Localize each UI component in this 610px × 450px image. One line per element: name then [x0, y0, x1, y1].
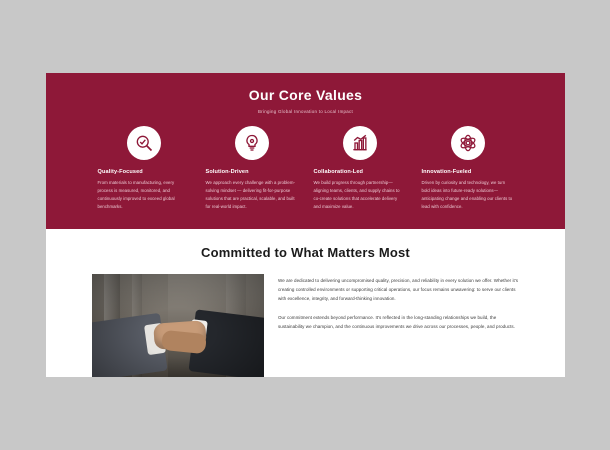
- value-description: We approach every challenge with a problem-solving mindset — delivering fit-for-purpose solutions that are practical, scalable, and built for real-world impact.: [205, 180, 295, 209]
- committed-body: [46, 274, 565, 377]
- value-icon-wrap: [98, 126, 190, 160]
- value-card: [422, 126, 514, 211]
- lightbulb-gear-icon: [235, 126, 269, 160]
- value-icon-wrap: [422, 126, 514, 160]
- value-title: Quality-Focused: [97, 169, 143, 175]
- committed-title: Committed to What Matters Most: [201, 244, 410, 260]
- value-title: Innovation-Fueled: [421, 169, 472, 175]
- atom-innovation-icon: [451, 126, 485, 160]
- committed-text-block: [278, 274, 519, 331]
- core-values-title: Our Core Values: [248, 87, 363, 103]
- value-title: Solution-Driven: [205, 169, 249, 175]
- committed-paragraph: We are dedicated to delivering uncompromised quality, precision, and reliability in every solution we offer. Whether it's creating controlled environments or supporting critical operations, our focus remains unwavering: to serve our clients with excellence, integrity, and forward-thinking innovation.: [278, 277, 519, 301]
- core-values-subtitle: Bringing Global Innovation to Local Impact: [257, 109, 354, 114]
- core-values-list: [46, 126, 565, 211]
- chart-growth-icon: [343, 126, 377, 160]
- value-icon-wrap: [314, 126, 406, 160]
- magnifier-quality-icon: [127, 126, 161, 160]
- committed-section: [46, 229, 565, 377]
- document-page: [46, 73, 565, 377]
- value-card: [98, 126, 190, 211]
- value-description: From materials to manufacturing, every process is measured, monitored, and continuously improved to exceed global benchmarks.: [97, 180, 175, 209]
- value-icon-wrap: [206, 126, 298, 160]
- handshake-photo: [92, 274, 264, 377]
- value-card: [206, 126, 298, 211]
- core-values-section: [46, 73, 565, 229]
- value-title: Collaboration-Led: [313, 169, 364, 175]
- value-description: We build progress through partnership—aligning teams, clients, and supply chains to co-create solutions that accelerate delivery and maximize value.: [313, 180, 400, 209]
- value-card: [314, 126, 406, 211]
- photo-vignette: [92, 274, 264, 377]
- value-description: Driven by curiosity and technology, we turn bold ideas into future-ready solutions—anticipating change and enabling our clients to lead with confidence.: [421, 180, 513, 209]
- committed-paragraph: Our commitment extends beyond performance. It's reflected in the long-standing relationships we build, the sustainability we champion, and the continuous improvements we drive across our processes, people, and products.: [278, 314, 515, 329]
